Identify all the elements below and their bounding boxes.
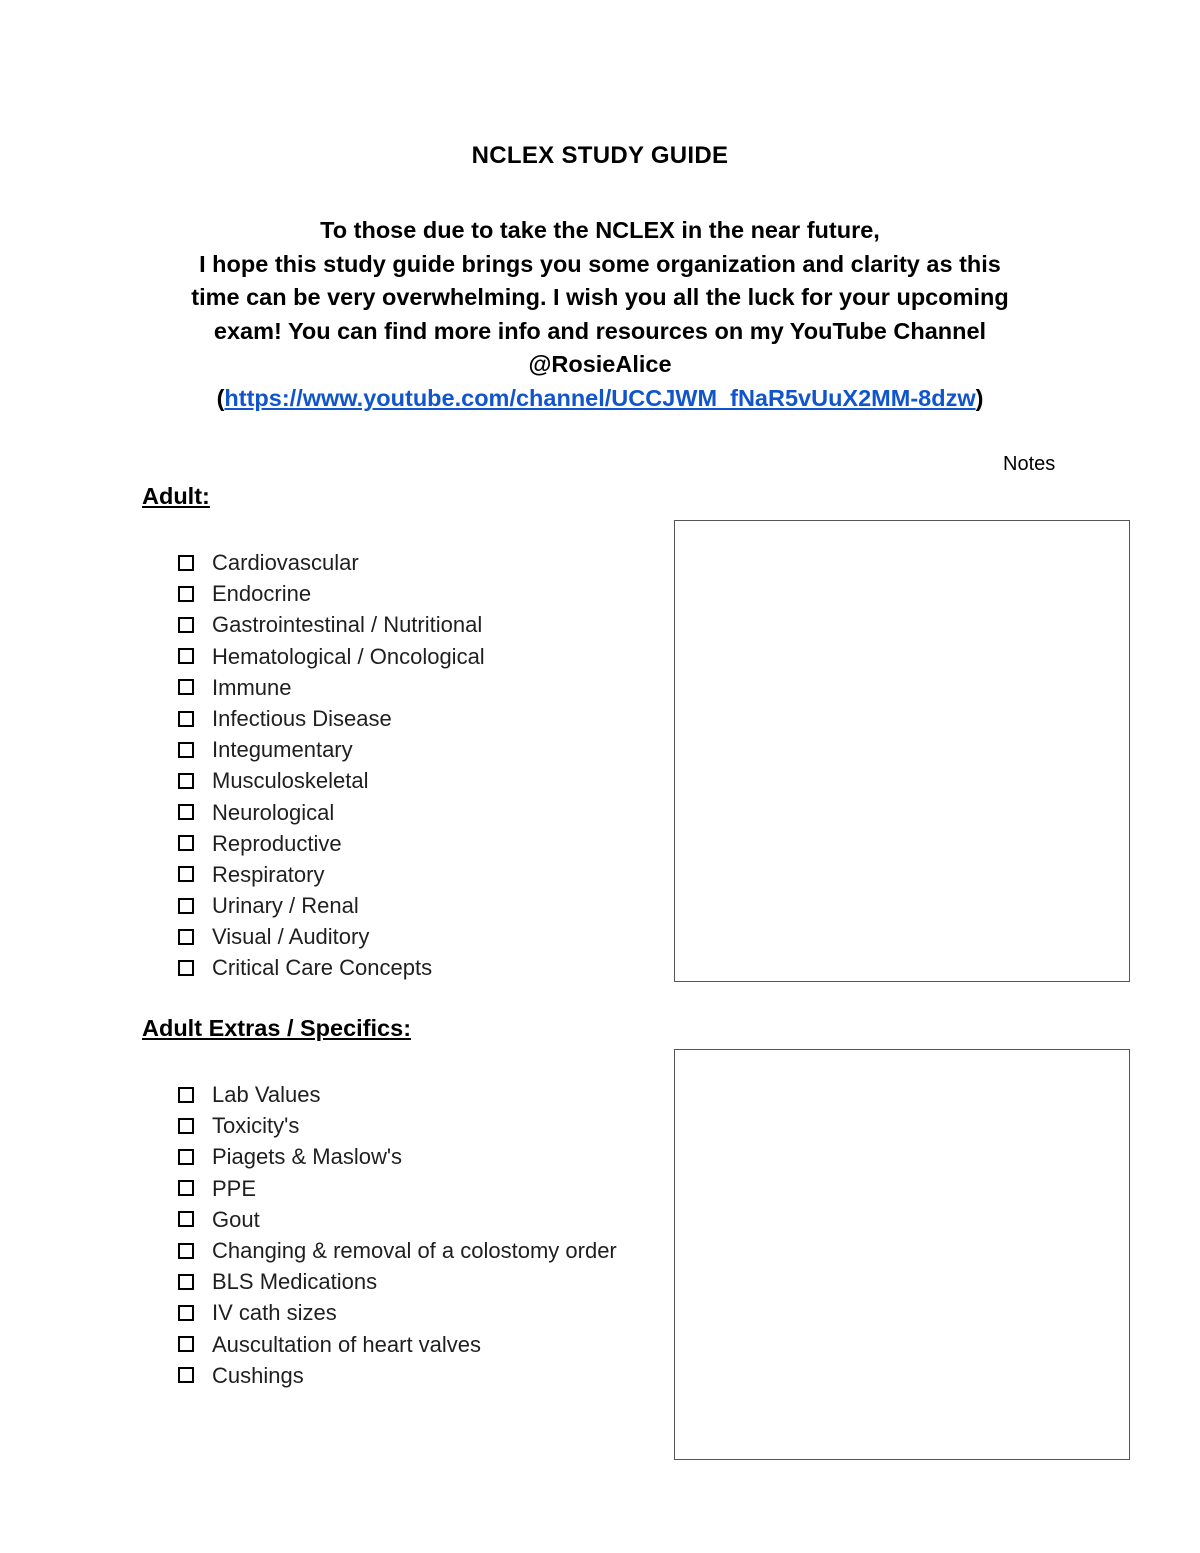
checklist-item-label: Visual / Auditory bbox=[212, 924, 370, 950]
checkbox-icon[interactable] bbox=[178, 1087, 194, 1103]
checklist-item-label: Piagets & Maslow's bbox=[212, 1144, 403, 1170]
checklist-item[interactable] bbox=[178, 1204, 617, 1235]
checklist-item-label: Immune bbox=[212, 674, 292, 700]
checkbox-icon[interactable] bbox=[178, 773, 194, 789]
checkbox-icon[interactable] bbox=[178, 929, 194, 945]
youtube-channel-link[interactable]: https://www.youtube.com/channel/UCCJWM_fNaR5vUuX2MM-8dzw bbox=[224, 384, 976, 411]
checklist-item[interactable] bbox=[178, 641, 485, 672]
checkbox-icon[interactable] bbox=[178, 866, 194, 882]
checklist-item[interactable] bbox=[178, 1141, 617, 1172]
adult-checklist bbox=[178, 547, 485, 984]
checklist-item[interactable] bbox=[178, 1329, 617, 1360]
checklist-item[interactable] bbox=[178, 1266, 617, 1297]
checkbox-icon[interactable] bbox=[178, 1149, 194, 1165]
checkbox-icon[interactable] bbox=[178, 617, 194, 633]
checkbox-icon[interactable] bbox=[178, 1118, 194, 1134]
checkbox-icon[interactable] bbox=[178, 1243, 194, 1259]
checklist-item[interactable] bbox=[178, 672, 485, 703]
checklist-item[interactable] bbox=[178, 703, 485, 734]
checklist-item[interactable] bbox=[178, 765, 485, 796]
checklist-item-label: Cushings bbox=[212, 1362, 304, 1388]
checklist-item-label: BLS Medications bbox=[212, 1269, 378, 1295]
checklist-item-label: Urinary / Renal bbox=[212, 893, 359, 919]
checklist-item-label: Hematological / Oncological bbox=[212, 643, 485, 669]
checklist-item[interactable] bbox=[178, 1173, 617, 1204]
checklist-item-label: IV cath sizes bbox=[212, 1300, 337, 1326]
checklist-item-label: Gout bbox=[212, 1206, 260, 1232]
checklist-item[interactable] bbox=[178, 890, 485, 921]
checklist-item[interactable] bbox=[178, 547, 485, 578]
checklist-item-label: Lab Values bbox=[212, 1082, 321, 1107]
page-title: NCLEX STUDY GUIDE bbox=[471, 142, 729, 169]
checklist-item-label: Endocrine bbox=[212, 581, 312, 607]
checkbox-icon[interactable] bbox=[178, 586, 194, 602]
checklist-item[interactable] bbox=[178, 859, 485, 890]
intro-line-4: exam! You can find more info and resources on my YouTube Channel bbox=[213, 317, 987, 344]
notes-label: Notes bbox=[1003, 453, 1056, 475]
notes-box-adult[interactable] bbox=[674, 520, 1130, 982]
checkbox-icon[interactable] bbox=[178, 1180, 194, 1196]
checklist-item-label: Critical Care Concepts bbox=[212, 955, 433, 981]
intro-line-2: I hope this study guide brings you some organization and clarity as this bbox=[199, 250, 1001, 277]
checkbox-icon[interactable] bbox=[178, 555, 194, 571]
checklist-item-label: Musculoskeletal bbox=[212, 768, 369, 794]
checkbox-icon[interactable] bbox=[178, 1336, 194, 1352]
checklist-item-label: Changing & removal of a colostomy order bbox=[212, 1237, 617, 1263]
checklist-item[interactable] bbox=[178, 828, 485, 859]
checkbox-icon[interactable] bbox=[178, 835, 194, 851]
checklist-item-label: Reproductive bbox=[212, 830, 342, 856]
intro-line-1: To those due to take the NCLEX in the near future, bbox=[320, 217, 880, 243]
checklist-item-label: Gastrointestinal / Nutritional bbox=[212, 612, 483, 638]
checkbox-icon[interactable] bbox=[178, 1274, 194, 1290]
checkbox-icon[interactable] bbox=[178, 1305, 194, 1321]
paren-open: ( bbox=[216, 384, 225, 411]
checkbox-icon[interactable] bbox=[178, 1367, 194, 1383]
intro-line-5: @RosieAlice bbox=[528, 351, 672, 378]
paren-close: ) bbox=[975, 384, 984, 411]
checklist-item[interactable] bbox=[178, 797, 485, 828]
checklist-item-label: Infectious Disease bbox=[212, 705, 392, 731]
checklist-item-label: Respiratory bbox=[212, 861, 325, 887]
checkbox-icon[interactable] bbox=[178, 648, 194, 664]
checkbox-icon[interactable] bbox=[178, 1211, 194, 1227]
checklist-item[interactable] bbox=[178, 1110, 617, 1141]
checklist-item[interactable] bbox=[178, 1360, 617, 1391]
checklist-item[interactable] bbox=[178, 734, 485, 765]
checklist-item[interactable] bbox=[178, 578, 485, 609]
checklist-item-label: Cardiovascular bbox=[212, 550, 359, 575]
checkbox-icon[interactable] bbox=[178, 711, 194, 727]
section-heading-adult: Adult: bbox=[142, 483, 210, 509]
checklist-item-label: Auscultation of heart valves bbox=[212, 1331, 482, 1357]
checklist-item[interactable] bbox=[178, 1297, 617, 1328]
checklist-item[interactable] bbox=[178, 1079, 617, 1110]
intro-link-line bbox=[140, 382, 1060, 416]
checklist-item[interactable] bbox=[178, 921, 485, 952]
checklist-item[interactable] bbox=[178, 952, 485, 983]
checkbox-icon[interactable] bbox=[178, 679, 194, 695]
checklist-item-label: Neurological bbox=[212, 799, 335, 825]
checklist-item-label: PPE bbox=[212, 1175, 257, 1201]
checkbox-icon[interactable] bbox=[178, 804, 194, 820]
adult-extras-checklist bbox=[178, 1079, 617, 1391]
intro-line-3: time can be very overwhelming. I wish you all the luck for your upcoming bbox=[191, 284, 1009, 311]
checkbox-icon[interactable] bbox=[178, 898, 194, 914]
checkbox-icon[interactable] bbox=[178, 960, 194, 976]
checklist-item[interactable] bbox=[178, 609, 485, 640]
notes-box-adult-extras[interactable] bbox=[674, 1049, 1130, 1460]
checklist-item-label: Toxicity's bbox=[212, 1113, 300, 1139]
checkbox-icon[interactable] bbox=[178, 742, 194, 758]
intro-paragraph bbox=[140, 214, 1060, 416]
checklist-item[interactable] bbox=[178, 1235, 617, 1266]
section-heading-adult-extras: Adult Extras / Specifics: bbox=[142, 1015, 412, 1041]
checklist-item-label: Integumentary bbox=[212, 737, 353, 763]
